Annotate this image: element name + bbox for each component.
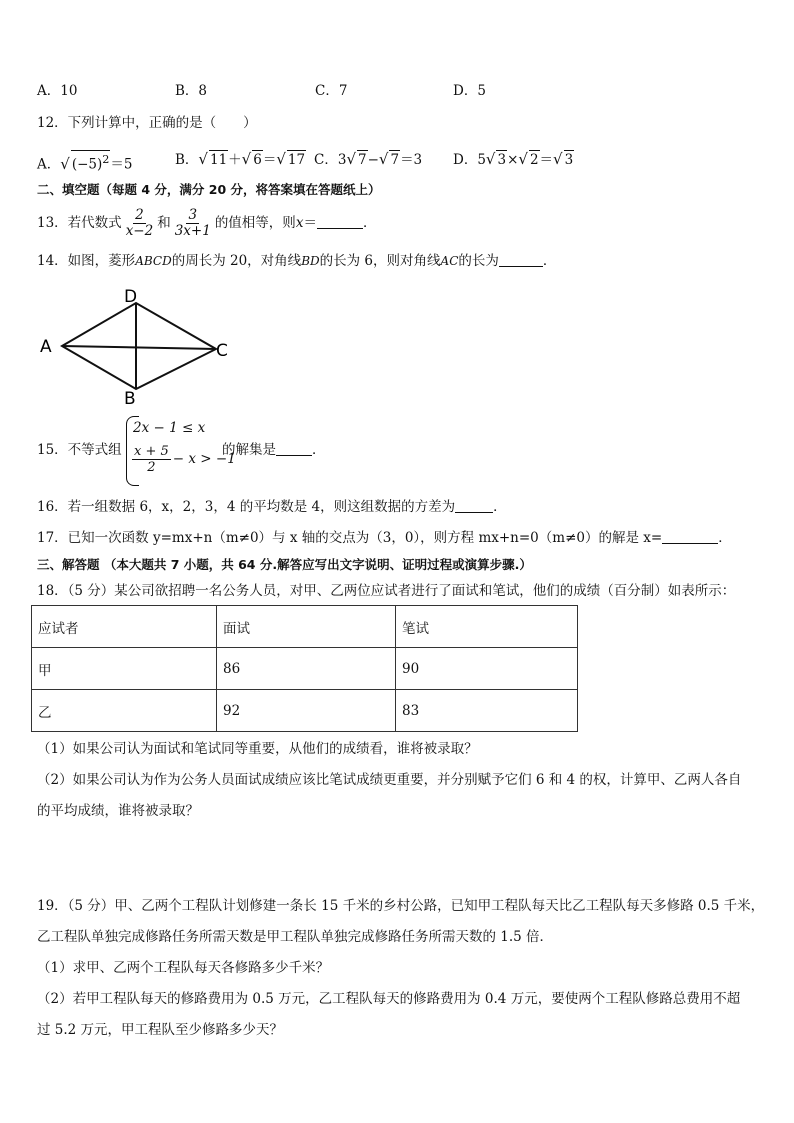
q18-part2-line2: 的平均成绩，谁将被录取？ [37,803,199,819]
q16: 16．若一组数据 6，x，2，3，4 的平均数是 4，则这组数据的方差为 ． [37,499,507,515]
q12-option-a: A．√ $(-5)^2=5$ [37,150,133,174]
table-header-row [32,606,578,648]
diagonal-ac [62,346,216,349]
vertex-label-a: A [40,337,52,357]
section3-heading: 三、解答题 （本大题共 7 小题，共 64 分.解答应写出文字说明、证明过程或演算步骤.） [37,557,532,572]
q15-suffix: 的解集是 ． [222,442,326,458]
q16-answer-blank[interactable] [455,499,493,513]
q15-prefix: 15．不等式组 [37,442,122,458]
scores-table [31,605,578,732]
q14-answer-blank[interactable] [499,253,543,267]
q11-option-a: A．10 [37,83,78,99]
q17: 17．已知一次函数 y=mx+n（m≠0）与 x 轴的交点为（3，0），则方程 mx+n=0（m≠0）的解是 x= ． [37,530,732,546]
q18-stem: 18．（5 分）某公司欲招聘一名公务人员，对甲、乙两位应试者进行了面试和笔试，他们的成绩（百分制）如表所示： [37,583,736,599]
table-cell: 83 [396,690,578,732]
q17-answer-blank[interactable] [662,530,718,544]
q19-part2-line2: 过 5.2 万元，甲工程队至少修路多少天？ [37,1022,284,1038]
vertex-label-c: C [216,341,228,361]
q11-option-d: D．5 [453,83,486,99]
q13-answer-blank[interactable] [317,215,363,229]
table-header-cell: 面试 [217,606,396,648]
q19-line1: 19．（5 分）甲、乙两个工程队计划修建一条长 15 千米的乡村公路，已知甲工程队每天比乙工程队每天多修路 0.5 千米， [37,898,765,914]
q18-part1: （1）如果公司认为面试和笔试同等重要，从他们的成绩看，谁将被录取？ [37,741,478,757]
q13-fraction-2: $\frac{3}{3x+1}$ [174,207,211,239]
vertex-label-d: D [124,287,138,307]
q12-option-c: C．3√ 7−√ 7＝3 [314,150,423,168]
table-row [32,690,578,732]
q11-option-c: C．7 [315,83,348,99]
table-cell: 86 [217,648,396,690]
q15-answer-blank[interactable] [276,442,312,456]
q14: 14．如图，菱形ABCD的周长为 20，对角线BD的长为 6，则对角线AC的长为 ． [37,253,557,269]
q19-part1: （1）求甲、乙两个工程队每天各修路多少千米？ [37,960,330,976]
q12-option-b: B．√ 11＋√ 6＝√ 17 [175,150,306,168]
q11-option-b: B．8 [175,83,208,99]
rhombus-figure [36,286,236,406]
table-cell: 甲 [32,648,217,690]
q19-line2: 乙工程队单独完成修路任务所需天数是甲工程队单独完成修路任务所需天数的 1.5 倍． [37,929,554,945]
q19-part2-line1: （2）若甲工程队每天的修路费用为 0.5 万元，乙工程队每天的修路费用为 0.4 万元，要使两个工程队修路总费用不超 [37,991,741,1007]
table-header-cell: 应试者 [32,606,217,648]
table-header-cell: 笔试 [396,606,578,648]
q15-inequality-2: $\frac{x + 5}{2}$ − x > −1 [134,444,236,475]
q18-part2-line1: （2）如果公司认为作为公务人员面试成绩应该比笔试成绩更重要，并分别赋予它们 6 和 4 的权，计算甲、乙两人各自 [37,772,742,788]
q12-option-d: D．5√ 3×√ 2＝√ 3 [453,150,574,168]
section2-heading: 二、填空题（每题 4 分，满分 20 分，将答案填在答题纸上） [37,182,381,197]
table-cell: 乙 [32,690,217,732]
table-row [32,648,578,690]
q13-fraction-1: $\frac{2}{x-2}$ [125,207,154,239]
table-cell: 90 [396,648,578,690]
vertex-label-b: B [124,389,136,406]
table-cell: 92 [217,690,396,732]
q12-stem: 12．下列计算中，正确的是（ ） [37,115,257,131]
q13: 13．若代数式 $\frac{2}{x-2}$ 和 $\frac{3}{3x+1}$ 的值相等，则x＝ ． [37,207,377,239]
q15-inequality-1: 2x − 1 ≤ x [133,420,206,436]
